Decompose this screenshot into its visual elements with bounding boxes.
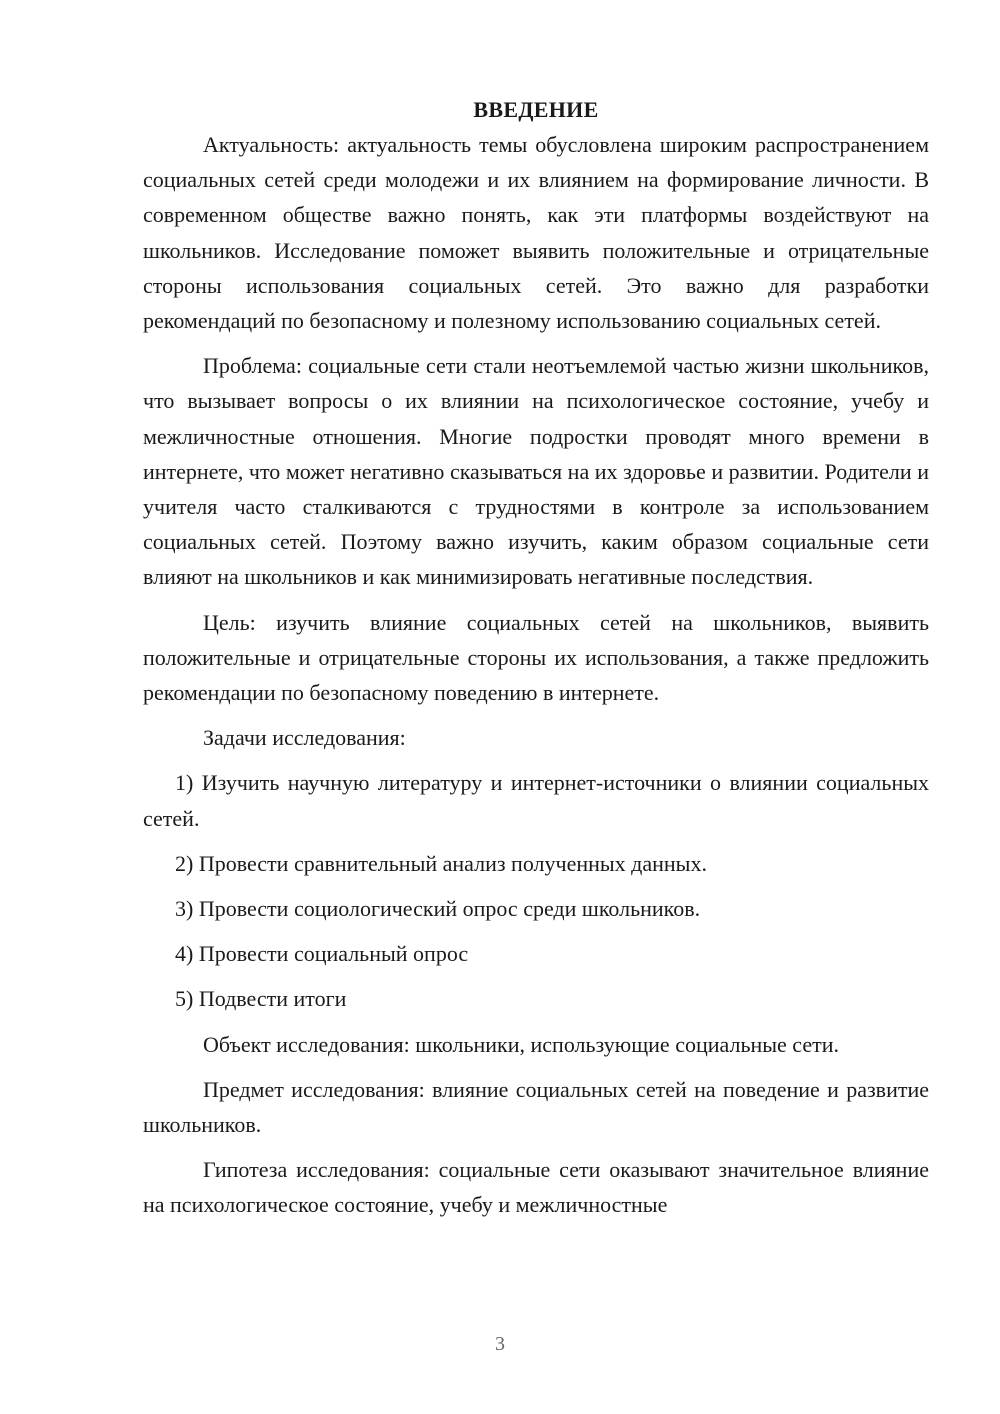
hypothesis-paragraph: Гипотеза исследования: социальные сети оказывают значительное влияние на психологическое состояние, учебу и межличностные [143,1157,929,1218]
task-item-3: 3) Провести социологический опрос среди школьников. [175,896,701,922]
task-item-2: 2) Провести сравнительный анализ полученных данных. [175,850,707,876]
page-title: ВВЕДЕНИЕ [473,97,599,122]
goal-paragraph: Цель: изучить влияние социальных сетей на школьников, выявить положительные и отрицательные стороны их использования, а также предложить рекомендации по безопасному поведению в интернете. [143,609,929,706]
task-item-4: 4) Провести социальный опрос [175,941,469,967]
page-number: 3 [495,1333,505,1355]
problem-paragraph: Проблема: социальные сети стали неотъемлемой частью жизни школьников, что вызывает вопросы о их влиянии на психологическое состояние, учебу и межличностные отношения. Многие подростки проводят много времени в интернете, что может негативно сказываться на их здоровье и развитии. Родители и учителя часто сталкиваются с трудностями в контроле за использованием социальных сетей. Поэтому важно изучить, каким образом социальные сети влияют на школьников и как минимизировать негативные последствия. [143,353,929,590]
task-item-1: 1) Изучить научную литературу и интернет-источники о влиянии социальных сетей. [143,770,929,831]
relevance-paragraph: Актуальность: актуальность темы обусловлена широким распространением социальных сетей среди молодежи и их влиянием на формирование личности. В современном обществе важно понять, как эти платформы воздействуют на школьников. Исследование поможет выявить положительные и отрицательные стороны использования социальных сетей. Это важно для разработки рекомендаций по безопасному и полезному использованию социальных сетей. [143,132,929,334]
tasks-heading: Задачи исследования: [203,725,406,751]
subject-paragraph: Предмет исследования: влияние социальных сетей на поведение и развитие школьников. [143,1076,929,1138]
document-page [143,92,929,1233]
object-paragraph: Объект исследования: школьники, использующие социальные сети. [203,1031,839,1057]
task-item-5: 5) Подвести итоги [175,986,347,1012]
